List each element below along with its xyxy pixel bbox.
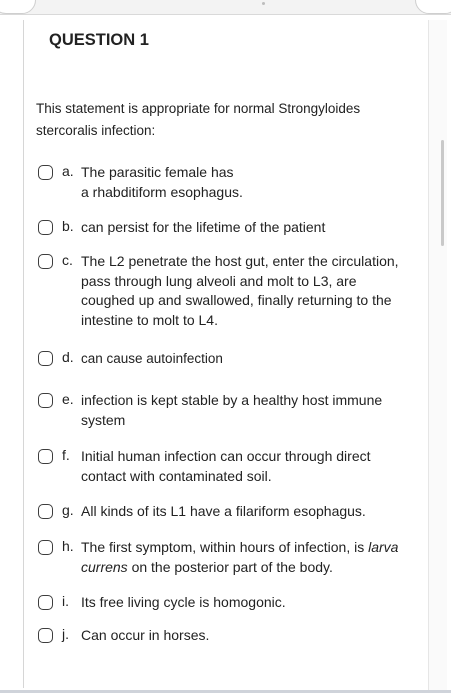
option-d-letter: d.: [62, 349, 74, 365]
scroll-track: [428, 20, 447, 692]
option-g-letter: g.: [62, 502, 74, 518]
question-stem: This statement is appropriate for normal Strongyloides stercoralis infection:: [36, 101, 361, 138]
option-j-letter: j.: [62, 626, 69, 642]
option-c-radio[interactable]: [38, 254, 53, 269]
option-i-radio[interactable]: [38, 595, 53, 610]
option-e-radio[interactable]: [38, 393, 53, 408]
option-c-letter: c.: [62, 252, 73, 268]
option-g-text: All kinds of its L1 have a filariform esophagus.: [81, 503, 366, 519]
option-c-text: The L2 penetrate the host gut, enter the circulation, pass through lung alveoli and molt to L3, are coughed up and swallowed, finally returning to the intestine to molt to L4.: [81, 253, 399, 328]
option-h-text-em: larva currens: [81, 539, 399, 575]
option-a-letter: a.: [62, 163, 74, 179]
top-right-control: [415, 0, 451, 14]
option-d-radio[interactable]: [38, 351, 53, 366]
question-title: QUESTION 1: [49, 31, 149, 49]
top-dot: [262, 2, 265, 5]
option-j-text: Can occur in horses.: [81, 627, 210, 643]
option-a-text: The parasitic female has a rhabditiform esophagus.: [81, 164, 243, 200]
option-h-text-pre: The first symptom, within hours of infection, is: [81, 539, 369, 555]
scrollbar-thumb[interactable]: [441, 140, 444, 246]
top-strip: [0, 0, 451, 15]
bottom-border: [0, 690, 451, 693]
option-j-radio[interactable]: [38, 628, 53, 643]
option-f-radio[interactable]: [38, 449, 53, 464]
top-left-control: [0, 0, 36, 14]
option-i-text: Its free living cycle is homogonic.: [81, 594, 286, 610]
option-e-text: infection is kept stable by a healthy host immune system: [81, 392, 383, 428]
option-h-radio[interactable]: [38, 540, 53, 555]
option-e-letter: e.: [62, 391, 74, 407]
option-b-text: can persist for the lifetime of the patient: [81, 219, 326, 235]
option-g-radio[interactable]: [38, 504, 53, 519]
option-a-radio[interactable]: [38, 165, 53, 180]
option-d-text: can cause autoinfection: [81, 351, 223, 366]
option-h-letter: h.: [62, 538, 74, 554]
option-b-radio[interactable]: [38, 220, 53, 235]
option-i-letter: i.: [62, 593, 69, 609]
option-f-letter: f.: [62, 447, 70, 463]
option-h-text: [81, 538, 406, 577]
option-b-letter: b.: [62, 218, 74, 234]
option-f-text: Initial human infection can occur through direct contact with contaminated soil.: [81, 448, 371, 484]
option-h-text-post: on the posterior part of the body.: [127, 558, 333, 575]
